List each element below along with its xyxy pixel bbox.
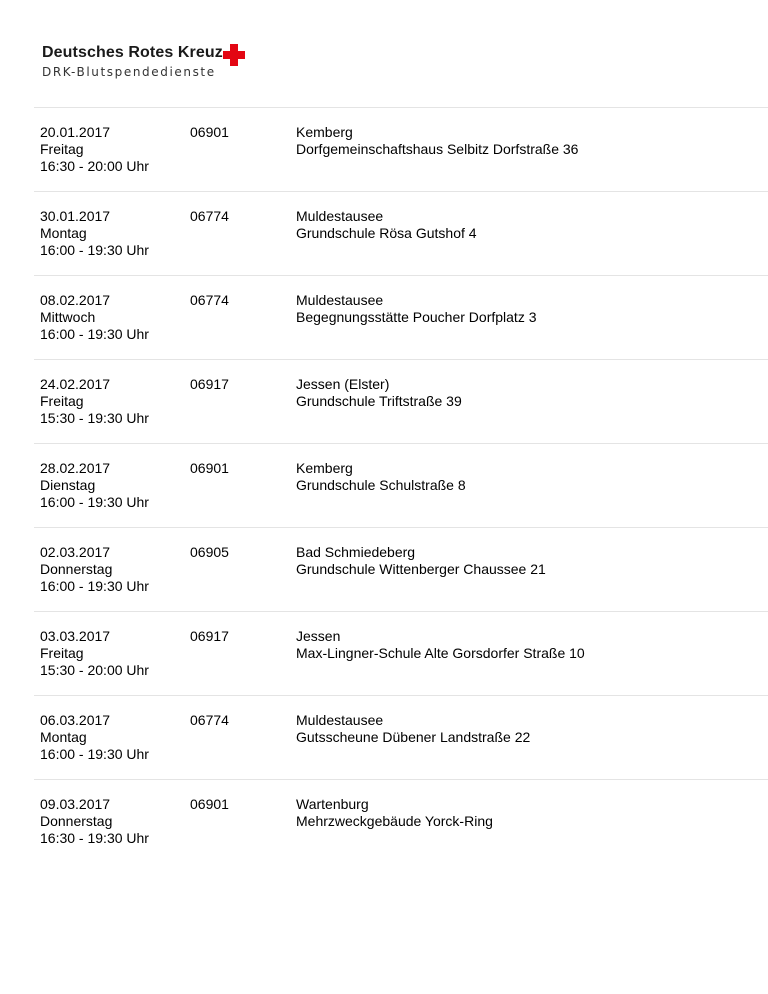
date: 02.03.2017 (40, 544, 111, 560)
weekday: Dienstag (40, 477, 96, 493)
date: 08.02.2017 (40, 292, 111, 308)
weekday: Donnerstag (40, 813, 113, 829)
place-cell (296, 460, 756, 494)
zip-cell (190, 376, 290, 393)
date: 28.02.2017 (40, 460, 111, 476)
time: 15:30 - 20:00 Uhr (40, 662, 149, 678)
date: 20.01.2017 (40, 124, 111, 140)
weekday: Montag (40, 729, 87, 745)
drk-logo-header (42, 42, 302, 92)
date-cell (40, 376, 190, 427)
time: 16:30 - 19:30 Uhr (40, 830, 149, 846)
date: 06.03.2017 (40, 712, 111, 728)
city: Bad Schmiedeberg (296, 544, 416, 560)
zip: 06917 (190, 628, 229, 644)
zip-cell (190, 628, 290, 645)
time: 16:00 - 19:30 Uhr (40, 326, 149, 342)
place-cell (296, 208, 756, 242)
weekday: Freitag (40, 393, 84, 409)
venue: Grundschule Schulstraße 8 (296, 477, 466, 493)
place-cell (296, 292, 756, 326)
time: 16:00 - 19:30 Uhr (40, 746, 149, 762)
city: Kemberg (296, 460, 353, 476)
zip-cell (190, 544, 290, 561)
table-row (34, 696, 768, 780)
city: Jessen (296, 628, 341, 644)
brand-title: Deutsches Rotes Kreuz (42, 44, 223, 61)
weekday: Montag (40, 225, 87, 241)
date-cell (40, 292, 190, 343)
time: 16:30 - 20:00 Uhr (40, 158, 149, 174)
place-cell (296, 544, 756, 578)
venue: Grundschule Wittenberger Chaussee 21 (296, 561, 546, 577)
appointments-table (34, 107, 768, 863)
weekday: Mittwoch (40, 309, 96, 325)
weekday: Freitag (40, 645, 84, 661)
zip-cell (190, 460, 290, 477)
table-row (34, 192, 768, 276)
venue: Gutsscheune Dübener Landstraße 22 (296, 729, 531, 745)
date: 03.03.2017 (40, 628, 111, 644)
date-cell (40, 628, 190, 679)
date: 09.03.2017 (40, 796, 111, 812)
zip: 06905 (190, 544, 229, 560)
date-cell (40, 712, 190, 763)
place-cell (296, 124, 756, 158)
place-cell (296, 628, 756, 662)
table-row (34, 108, 768, 192)
city: Muldestausee (296, 712, 384, 728)
city: Muldestausee (296, 292, 384, 308)
table-row (34, 360, 768, 444)
red-cross-icon (223, 44, 245, 66)
city: Wartenburg (296, 796, 369, 812)
venue: Grundschule Triftstraße 39 (296, 393, 462, 409)
place-cell (296, 796, 756, 830)
date-cell (40, 208, 190, 259)
zip-cell (190, 712, 290, 729)
zip-cell (190, 208, 290, 225)
table-row (34, 528, 768, 612)
zip: 06901 (190, 460, 229, 476)
zip: 06774 (190, 712, 229, 728)
place-cell (296, 712, 756, 746)
date-cell (40, 796, 190, 847)
venue: Mehrzweckgebäude Yorck-Ring (296, 813, 493, 829)
date: 24.02.2017 (40, 376, 111, 392)
weekday: Donnerstag (40, 561, 113, 577)
time: 16:00 - 19:30 Uhr (40, 578, 149, 594)
date-cell (40, 124, 190, 175)
zip: 06774 (190, 208, 229, 224)
table-row (34, 612, 768, 696)
city: Kemberg (296, 124, 353, 140)
table-row (34, 444, 768, 528)
time: 16:00 - 19:30 Uhr (40, 242, 149, 258)
weekday: Freitag (40, 141, 84, 157)
table-row (34, 780, 768, 863)
zip: 06901 (190, 124, 229, 140)
zip-cell (190, 124, 290, 141)
zip: 06917 (190, 376, 229, 392)
brand-subtitle: DRK-Blutspendedienste (42, 65, 216, 79)
zip-cell (190, 796, 290, 813)
date-cell (40, 544, 190, 595)
time: 16:00 - 19:30 Uhr (40, 494, 149, 510)
zip: 06901 (190, 796, 229, 812)
city: Jessen (Elster) (296, 376, 390, 392)
venue: Dorfgemeinschaftshaus Selbitz Dorfstraße 36 (296, 141, 579, 157)
table-row (34, 276, 768, 360)
time: 15:30 - 19:30 Uhr (40, 410, 149, 426)
venue: Max-Lingner-Schule Alte Gorsdorfer Straße 10 (296, 645, 585, 661)
date: 30.01.2017 (40, 208, 111, 224)
zip: 06774 (190, 292, 229, 308)
city: Muldestausee (296, 208, 384, 224)
venue: Begegnungsstätte Poucher Dorfplatz 3 (296, 309, 537, 325)
place-cell (296, 376, 756, 410)
venue: Grundschule Rösa Gutshof 4 (296, 225, 477, 241)
zip-cell (190, 292, 290, 309)
date-cell (40, 460, 190, 511)
